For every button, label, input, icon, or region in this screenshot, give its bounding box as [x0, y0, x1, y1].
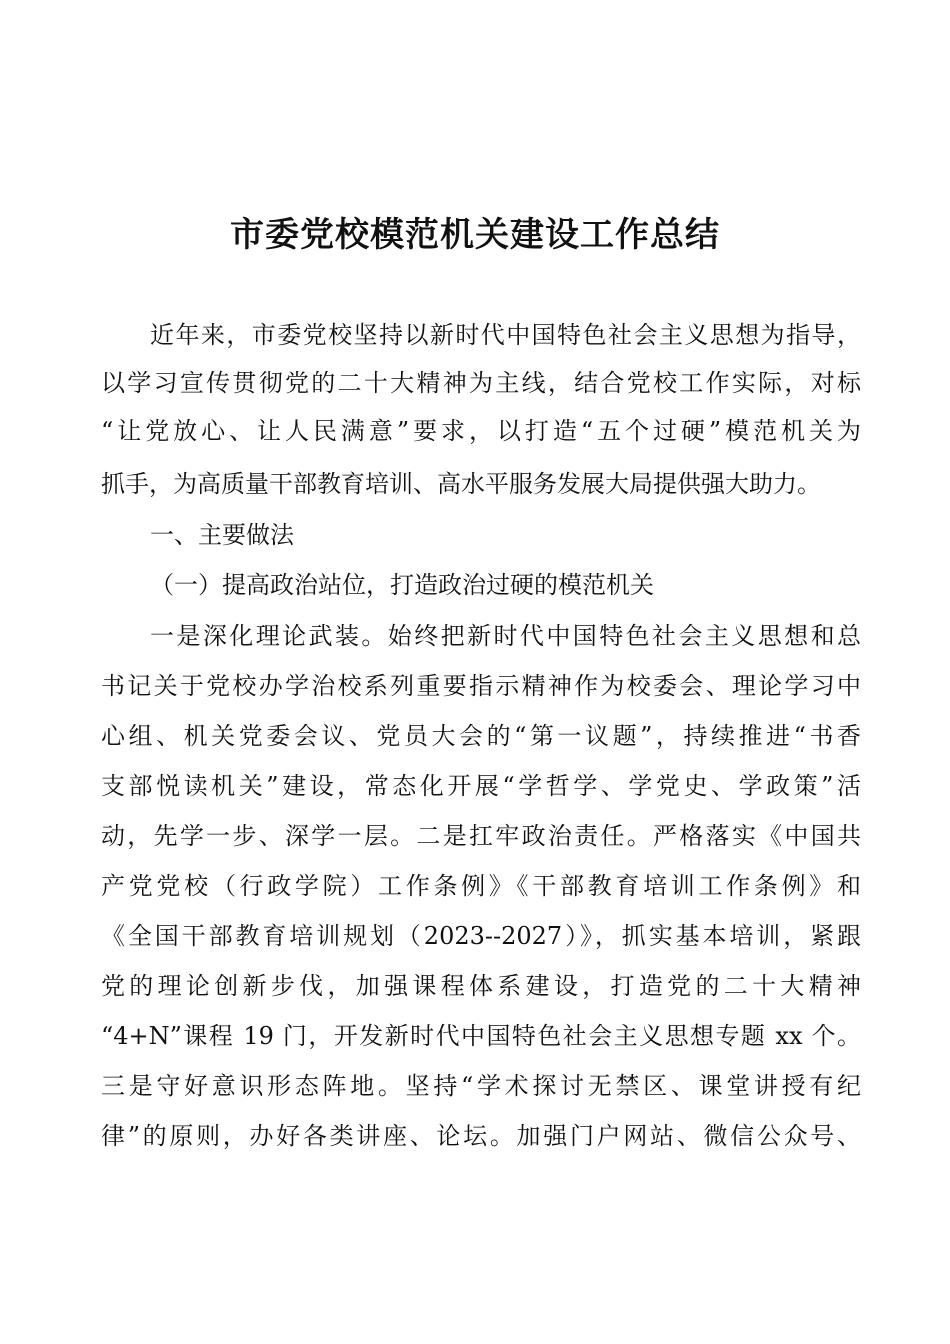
paragraph-line-3: “让党放心、让人民满意”要求，以打造“五个过硬”模范机关为	[101, 417, 861, 445]
paragraph-line-1: 近年来，市委党校坚持以新时代中国特色社会主义思想为指导，	[150, 321, 861, 349]
paragraph-line-2: 以学习宣传贯彻党的二十大精神为主线，结合党校工作实际，对标	[101, 369, 861, 397]
paragraph-line-15: 律”的原则，办好各类讲座、论坛。加强门户网站、微信公众号、	[101, 1122, 861, 1150]
paragraph-line-11: 《全国干部教育培训规划（2023--2027）》，抓实基本培训，紧跟	[101, 922, 861, 950]
paragraph-line-7: 心组、机关党委会议、党员大会的“第一议题”，持续推进“书香	[101, 722, 861, 750]
subsection-heading: （一）提高政治站位，打造政治过硬的模范机关	[150, 571, 654, 599]
paragraph-line-8: 支部悦读机关”建设，常态化开展“学哲学、学党史、学政策”活	[101, 772, 861, 800]
paragraph-line-12: 党的理论创新步伐，加强课程体系建设，打造党的二十大精神	[101, 972, 861, 1000]
paragraph-line-9: 动，先学一步、深学一层。二是扛牢政治责任。严格落实《中国共	[101, 822, 861, 850]
paragraph-line-13: “4+N”课程 19 门，开发新时代中国特色社会主义思想专题 xx 个。	[101, 1022, 861, 1050]
paragraph-line-4: 抓手，为高质量干部教育培训、高水平服务发展大局提供强大助力。	[101, 470, 821, 498]
document-title: 市委党校模范机关建设工作总结	[230, 215, 720, 255]
paragraph-line-5: 一是深化理论武装。始终把新时代中国特色社会主义思想和总	[150, 622, 861, 650]
paragraph-line-14: 三是守好意识形态阵地。坚持“学术探讨无禁区、课堂讲授有纪	[101, 1072, 861, 1100]
paragraph-line-10: 产党党校（行政学院）工作条例》《干部教育培训工作条例》和	[101, 872, 861, 900]
paragraph-line-6: 书记关于党校办学治校系列重要指示精神作为校委会、理论学习中	[101, 672, 861, 700]
section-heading: 一、主要做法	[150, 521, 294, 549]
